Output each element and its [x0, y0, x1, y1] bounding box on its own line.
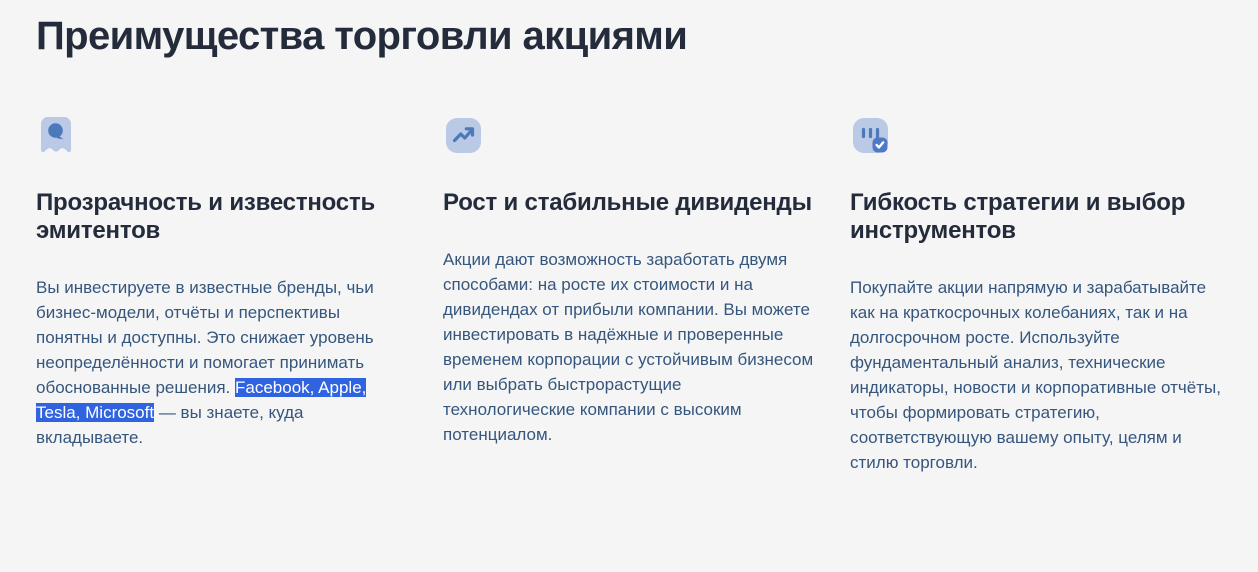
selected-text-brands: Facebook, Apple, Tesla, Microsoft [36, 377, 367, 422]
card-title: Гибкость стратегии и выбор инструментов [850, 188, 1186, 244]
card-title: Рост и стабильные дивиденды [443, 188, 812, 216]
benefit-card-growth [443, 115, 815, 475]
benefits-cards-row [36, 115, 1222, 475]
card-body: Акции дают возможность заработать двумя способами: на росте их стоимости и на дивидендах от прибыли компании. Вы можете инвестировать в надёжные и проверенные временем корпорации с устойчивым бизнесом или выбрать быстрорастущие технологические компании с высоким потенциалом. [443, 249, 814, 444]
chart-check-icon [850, 115, 1222, 155]
certificate-seal-icon [36, 115, 408, 155]
card-body [36, 275, 408, 450]
trending-up-icon [443, 115, 815, 155]
card-title: Прозрачность и известность эмитентов [36, 188, 376, 244]
body-text-after: — вы знаете, куда вкладываете. [36, 402, 304, 447]
card-body: Покупайте акции напрямую и зарабатывайте как на краткосрочных колебаниях, так и на долгосрочном росте. Используйте фундаментальный анализ, технические индикаторы, новости и корпоративные отчёты, чтобы формировать стратегию, соответствующую вашему опыту, целям и стилю торговли. [850, 277, 1221, 472]
benefit-card-transparency [36, 115, 408, 475]
benefit-card-flexibility [850, 115, 1222, 475]
body-text-before: Вы инвестируете в известные бренды, чьи бизнес-модели, отчёты и перспективы понятны и доступны. Это снижает уровень неопределённости и помогает принимать обоснованные решения. [36, 277, 374, 397]
page-title: Преимущества торговли акциями [36, 14, 688, 58]
